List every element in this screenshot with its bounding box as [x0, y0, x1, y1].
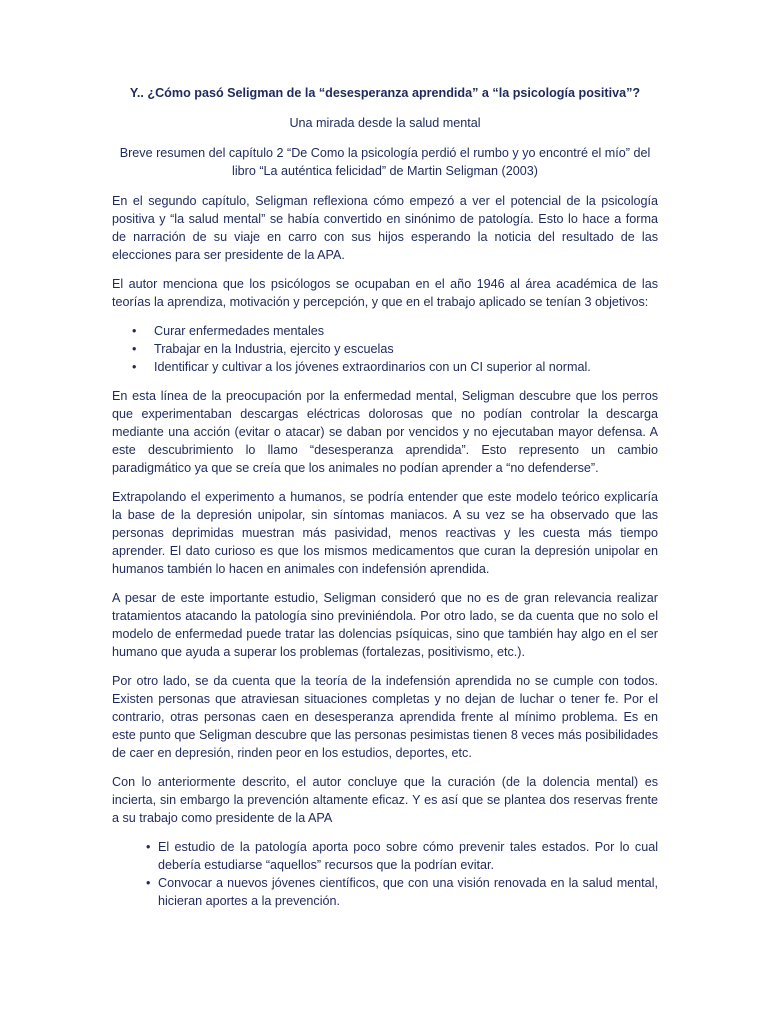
list-item [112, 838, 658, 874]
list-item-text: Trabajar en la Industria, ejercito y escuelas [154, 342, 394, 356]
list-item-text: Curar enfermedades mentales [154, 324, 325, 338]
summary-line-2: libro “La auténtica felicidad” de Martin Seligman (2003) [232, 164, 538, 178]
paragraph-6: Por otro lado, se da cuenta que la teoría de la indefensión aprendida no se cumple con todos. Existen personas que atraviesan situaciones completas y no dejan de luchar o tener fe. Por el contrario, otras personas caen en desesperanza aprendida frente al mínimo problema. Es en este punto que Seligman descubre que las personas pesimistas tienen 8 veces más posibilidades de caer en depresión, rinden peor en los estudios, deportes, etc. [112, 674, 658, 760]
paragraph-2: El autor menciona que los psicólogos se ocupaban en el año 1946 al área académica de las teorías la aprendiza, motivación y percepción, y que en el trabajo aplicado se tenían 3 objetivos: [112, 277, 658, 309]
paragraph-1: En el segundo capítulo, Seligman reflexiona cómo empezó a ver el potencial de la psicología positiva y “la salud mental” se había convertido en sinónimo de patología. Esto lo hace a forma de narración de su viaje en carro con sus hijos esperando la noticia del resultado de las elecciones para ser presidente de la APA. [112, 194, 658, 262]
list-item [112, 874, 658, 910]
bullet-icon: • [146, 876, 151, 890]
paragraph-7: Con lo anteriormente descrito, el autor concluye que la curación (de la dolencia mental) es incierta, sin embargo la prevención altamente eficaz. Y es así que se plantea dos reservas frente a su trabajo como presidente de la APA [112, 775, 658, 825]
document-title: Y.. ¿Cómo pasó Seligman de la “desesperanza aprendida” a “la psicología positiva”? [129, 86, 641, 100]
bullet-icon: • [132, 324, 137, 338]
objectives-list [112, 322, 658, 376]
chapter-summary-heading [112, 144, 658, 180]
document-subtitle: Una mirada desde la salud mental [289, 116, 481, 130]
list-item-text: Identificar y cultivar a los jóvenes extraordinarios con un CI superior al normal. [154, 360, 591, 374]
bullet-icon: • [132, 360, 137, 374]
list-item [112, 358, 658, 376]
paragraph-5: A pesar de este importante estudio, Seligman consideró que no es de gran relevancia realizar tratamientos atacando la patología sino previniéndola. Por otro lado, se da cuenta que no solo el modelo de enfermedad puede tratar las dolencias psíquicas, sino que también hay algo en el ser humano que ayuda a superar los problemas (fortalezas, positivismo, etc.). [112, 591, 658, 659]
summary-line-1: Breve resumen del capítulo 2 “De Como la psicología perdió el rumbo y yo encontré el mío” del [119, 146, 651, 160]
list-item [112, 340, 658, 358]
reservations-list [112, 838, 658, 910]
bullet-icon: • [132, 342, 137, 356]
bullet-icon: • [146, 840, 151, 854]
paragraph-3: En esta línea de la preocupación por la enfermedad mental, Seligman descubre que los perros que experimentaban descargas eléctricas dolorosas que no podían controlar la descarga mediante una acción (evitar o atacar) se daban por vencidos y no ejecutaban mayor defensa. A este descubrimiento lo llamo “desesperanza aprendida”. Esto represento un cambio paradigmático ya que se creía que los animales no podían aprender a “no defenderse”. [112, 389, 658, 475]
document-page [112, 84, 658, 921]
paragraph-4: Extrapolando el experimento a humanos, se podría entender que este modelo teórico explicaría la base de la depresión unipolar, sin síntomas maniacos. A su vez se ha observado que las personas deprimidas muestran más pasividad, menos reactivas y les cuesta más tiempo aprender. El dato curioso es que los mismos medicamentos que curan la depresión unipolar en humanos también lo hacen en animales con indefensión aprendida. [112, 490, 658, 576]
list-item-text: Convocar a nuevos jóvenes científicos, que con una visión renovada en la salud mental, hicieran aportes a la prevención. [158, 876, 658, 908]
list-item-text: El estudio de la patología aporta poco sobre cómo prevenir tales estados. Por lo cual debería estudiarse “aquellos” recursos que la podrían evitar. [158, 840, 658, 872]
list-item [112, 322, 658, 340]
